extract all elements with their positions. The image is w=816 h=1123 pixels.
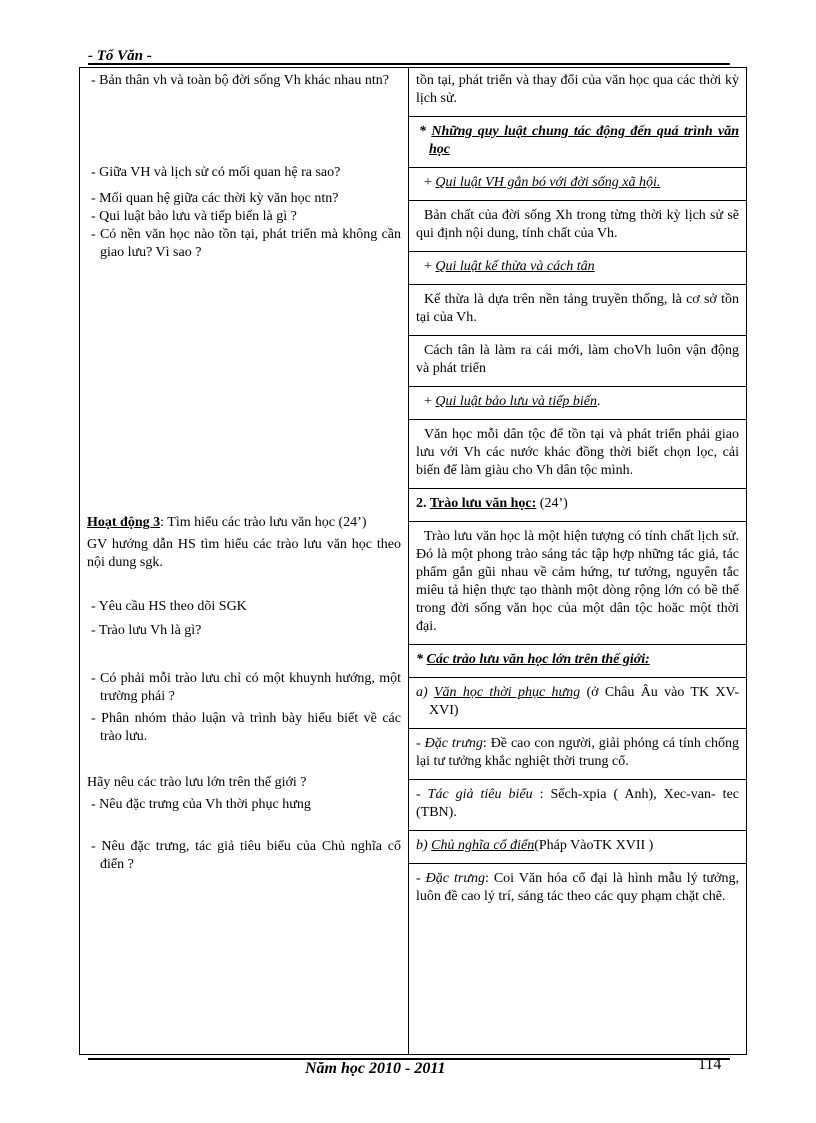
classicism-heading: b) Chủ nghĩa cổ điển(Pháp VàoTK XVII ) (416, 838, 654, 853)
row-divider (409, 488, 746, 489)
page-number: 114 (698, 1056, 722, 1073)
law-3-heading: + Qui luật bảo lưu và tiếp biến. (424, 394, 601, 409)
row-divider (409, 728, 746, 729)
left-question-11: - Nêu đặc trưng của Vh thời phục hưng (91, 797, 311, 812)
renaissance-heading: a) Văn học thời phục hưng (ở Châu Âu vào TK XV- XVI) (416, 685, 739, 718)
row-divider (409, 284, 746, 285)
row-divider (409, 200, 746, 201)
left-question-12: - Nêu đặc trưng, tác giả tiêu biểu của Chủ nghĩa cổ điển ? (91, 839, 401, 872)
left-question-7: - Trào lưu Vh là gì? (91, 623, 202, 638)
header-rule (88, 63, 730, 65)
row-divider (409, 251, 746, 252)
left-question-2: - Giữa VH và lịch sử có mối quan hệ ra sao? (91, 165, 341, 180)
left-question-1: - Bản thân vh và toàn bộ đời sống Vh khác nhau ntn? (91, 73, 389, 88)
law-2-title: Qui luật kế thừa và cách tân (435, 259, 595, 274)
law-1-text: Bản chất của đời sống Xh trong từng thời kỳ lịch sử sẽ qui định nội dung, tính chất của Vh. (416, 208, 739, 241)
left-question-5: - Có nền văn học nào tồn tại, phát triển mà không cần giao lưu? Vì sao ? (91, 227, 401, 260)
world-movements-heading: * Các trào lưu văn học lớn trên thế giới: (416, 652, 650, 667)
laws-heading-title: Những quy luật chung tác động đến quá trình văn học (429, 124, 740, 157)
row-divider (409, 386, 746, 387)
footer-year: Năm học 2010 - 2011 (305, 1060, 446, 1077)
row-divider (409, 167, 746, 168)
row-divider (409, 419, 746, 420)
left-question-8: - Có phải mỗi trào lưu chỉ có một khuynh hướng, một trường phái ? (91, 671, 401, 704)
left-question-9: - Phân nhóm thảo luận và trình bày hiểu biết về các trào lưu. (91, 711, 401, 744)
law-1-title: Qui luật VH gắn bó với đời sống xã hội. (435, 175, 661, 190)
right-column (409, 68, 747, 1055)
row-divider (409, 644, 746, 645)
left-question-3: - Mối quan hệ giữa các thời kỳ văn học ntn? (91, 191, 339, 206)
classicism-features: - Đặc trưng: Coi Văn hóa cổ đại là hình mẫu lý tưởng, luôn đề cao lý trí, sáng tác theo các quy phạm chặt chẽ. (416, 871, 739, 904)
header-title: - Tổ Văn - (88, 48, 152, 64)
teacher-guide: GV hướng dẫn HS tìm hiểu các trào lưu văn học theo nội dung sgk. (87, 537, 401, 570)
row-divider (409, 830, 746, 831)
law-2-text-1: Kế thừa là dựa trên nền tảng truyền thống, là cơ sở tồn tại của Vh. (416, 292, 739, 325)
law-2-heading: + Qui luật kế thừa và cách tân (424, 259, 595, 274)
law-3-title: Qui luật bảo lưu và tiếp biến (435, 394, 598, 409)
law-1-heading: + Qui luật VH gắn bó với đời sống xã hội. (424, 175, 661, 190)
row-divider (409, 116, 746, 117)
row-divider (409, 779, 746, 780)
classicism-title: Chủ nghĩa cổ điển (431, 838, 535, 853)
row-divider (409, 677, 746, 678)
section-2-text: Trào lưu văn học là một hiện tượng có tính chất lịch sử. Đó là một phong trào sáng tác tập hợp những tác giả, tác phẩm gắn gũi nhau về cảm hứng, tư tưởng, nguyên tắc miêu tả hiện thực tạo thành một dòng rộng lớn có bề thế trong đời sống văn học của một dân tộc hoăc một thời đại. (416, 529, 739, 634)
row-divider (409, 521, 746, 522)
left-question-10: Hãy nêu các trào lưu lớn trên thế giới ? (87, 775, 307, 790)
lesson-table (79, 67, 747, 1055)
law-2-text-2: Cách tân là làm ra cái mới, làm choVh luôn vận động và phát triển (416, 343, 739, 376)
left-question-6: - Yêu cầu HS theo dõi SGK (91, 599, 247, 614)
law-3-text: Văn học mỗi dân tộc để tồn tại và phát triển phải giao lưu với Vh các nước khác đồng thời biết chọn lọc, cải biến để làm giàu cho Vh dân tộc mình. (416, 427, 739, 478)
left-column (80, 68, 409, 1055)
renaissance-title: Văn học thời phục hưng (433, 685, 581, 700)
section-2-title: Trào lưu văn học: (429, 496, 537, 511)
laws-heading: * Những quy luật chung tác động đến quá trình văn học (419, 124, 740, 157)
section-2-heading: 2. Trào lưu văn học: (24’) (416, 496, 568, 511)
right-text-1: tồn tại, phát triển và thay đổi của văn học qua các thời kỳ lịch sử. (416, 73, 739, 106)
renaissance-features: - Đặc trưng: Đề cao con người, giải phóng cá tính chống lại tư tưởng khắc nghiệt thời trung cổ. (416, 736, 739, 769)
world-movements-title: Các trào lưu văn học lớn trên thế giới: (426, 652, 650, 667)
left-question-4: - Qui luật bảo lưu và tiếp biến là gì ? (91, 209, 297, 224)
activity-3-text: : Tìm hiểu các trào lưu văn học (24’) (160, 515, 367, 530)
row-divider (409, 863, 746, 864)
activity-3-label: Hoạt động 3 (87, 515, 161, 530)
activity-3 (87, 514, 401, 532)
renaissance-authors: - Tác giả tiêu biểu : Sếch-xpia ( Anh), Xec-van- tec (TBN). (416, 787, 739, 820)
row-divider (409, 335, 746, 336)
